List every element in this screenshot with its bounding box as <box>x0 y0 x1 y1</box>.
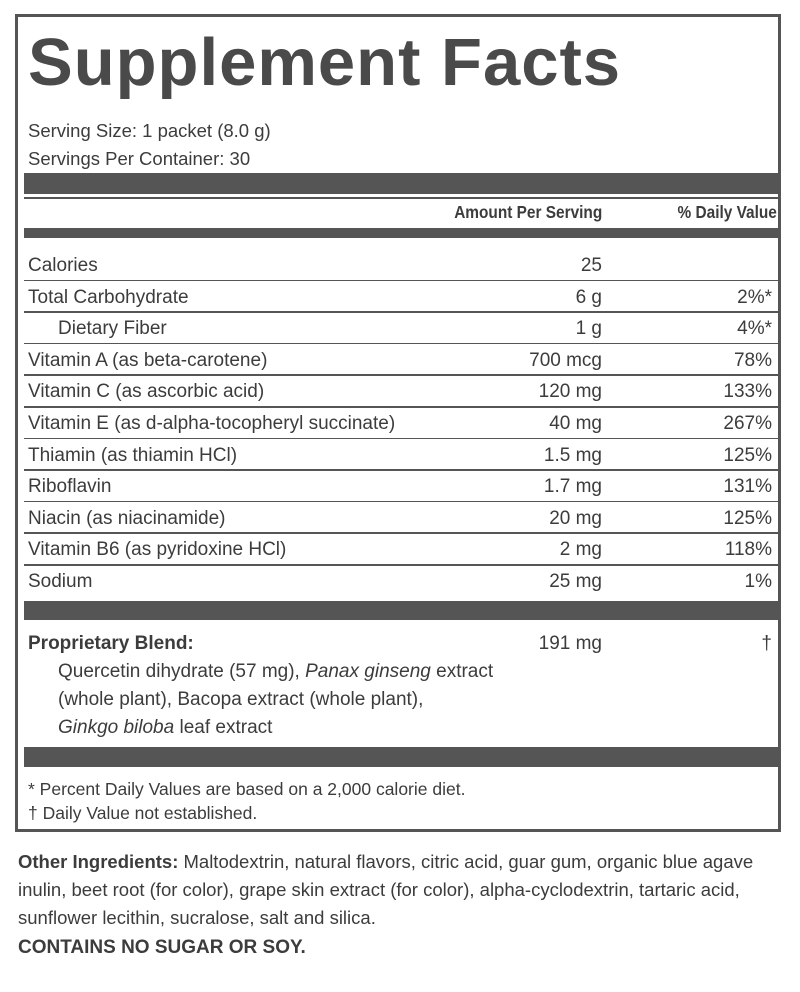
nutrient-row <box>18 375 778 406</box>
dagger-footnote: † Daily Value not established. <box>28 803 258 823</box>
nutrient-daily-value: 2%* <box>737 286 772 308</box>
thick-divider <box>24 173 778 194</box>
nutrient-daily-value: 4%* <box>737 318 772 340</box>
nutrient-daily-value: 267% <box>723 413 772 434</box>
thick-divider <box>24 747 778 767</box>
servings-per-container: Servings Per Container: 30 <box>28 148 251 169</box>
other-ingredients-text: Maltodextrin, natural flavors, citric acid, guar gum, organic blue agave inulin, beet root (for color), grape skin extract (for color), alpha-cyclodextrin, tartaric acid, sunflower lecithin, sucralose, salt and silica. <box>18 851 754 928</box>
nutrient-name: Vitamin B6 (as pyridoxine HCl) <box>28 539 287 561</box>
panel-title: Supplement Facts <box>28 25 622 100</box>
nutrient-daily-value: 131% <box>723 476 772 498</box>
nutrient-amount: 1 g <box>575 318 602 340</box>
amount-per-serving-header: Amount Per Serving <box>453 202 602 222</box>
percent-dv-footnote: * Percent Daily Values are based on a 2,000 calorie diet. <box>28 779 466 799</box>
daily-value-header: % Daily Value <box>677 202 777 222</box>
nutrient-row <box>18 565 778 596</box>
blend-text: extract <box>430 661 494 682</box>
nutrient-name: Dietary Fiber <box>58 318 167 340</box>
blend-text-italic: Panax ginseng <box>305 661 431 682</box>
nutrient-amount: 120 mg <box>538 381 602 403</box>
nutrient-row <box>18 281 778 312</box>
blend-text: Quercetin dihydrate (57 mg), <box>58 661 306 682</box>
nutrient-name: Vitamin C (as ascorbic acid) <box>28 381 265 403</box>
nutrient-amount: 6 g <box>575 286 602 308</box>
proprietary-blend-amount: 191 mg <box>538 633 602 654</box>
contains-statement: CONTAINS NO SUGAR OR SOY. <box>18 937 306 958</box>
nutrient-row <box>18 407 778 438</box>
nutrient-daily-value: 78% <box>733 349 772 371</box>
blend-ingredients-line-2: (whole plant), Bacopa extract (whole plant), <box>58 689 424 710</box>
nutrient-amount: 40 mg <box>549 413 602 434</box>
medium-divider <box>24 228 778 238</box>
nutrient-name: Thiamin (as thiamin HCl) <box>28 444 238 466</box>
nutrient-row <box>18 533 778 564</box>
other-ingredients-label: Other Ingredients: <box>18 851 179 872</box>
supplement-facts-panel <box>15 14 781 832</box>
blend-text: leaf extract <box>174 717 273 738</box>
thick-divider <box>24 601 778 620</box>
nutrient-daily-value: 1% <box>744 571 772 592</box>
nutrient-daily-value: 125% <box>723 444 772 466</box>
nutrient-daily-value: 118% <box>724 539 772 561</box>
serving-size: Serving Size: 1 packet (8.0 g) <box>28 120 271 141</box>
nutrient-name: Riboflavin <box>28 476 112 498</box>
nutrient-amount: 2 mg <box>559 539 602 561</box>
blend-ingredients-line-3 <box>58 718 272 737</box>
nutrient-amount: 1.5 mg <box>543 444 602 466</box>
nutrient-name: Niacin (as niacinamide) <box>28 507 226 529</box>
nutrient-name: Calories <box>28 255 98 276</box>
nutrient-amount: 700 mcg <box>529 349 602 371</box>
thin-divider <box>24 197 778 199</box>
nutrient-amount: 1.7 mg <box>543 476 602 498</box>
nutrient-row <box>18 502 778 533</box>
nutrient-row <box>18 249 778 280</box>
nutrient-name: Total Carbohydrate <box>28 286 189 308</box>
proprietary-blend-title: Proprietary Blend: <box>28 633 194 654</box>
nutrient-name: Sodium <box>28 571 93 592</box>
nutrient-row <box>18 312 778 343</box>
nutrient-amount: 20 mg <box>549 507 602 529</box>
nutrient-amount: 25 mg <box>549 571 602 592</box>
nutrient-daily-value: 125% <box>723 507 772 529</box>
blend-ingredients-line-1 <box>58 662 493 681</box>
nutrient-amount: 25 <box>580 255 602 276</box>
nutrient-name: Vitamin E (as d-alpha-tocopheryl succinate) <box>28 413 396 434</box>
nutrient-row <box>18 344 778 375</box>
blend-text-italic: Ginkgo biloba <box>58 717 175 738</box>
nutrient-row <box>18 470 778 501</box>
nutrient-name: Vitamin A (as beta-carotene) <box>28 349 268 371</box>
proprietary-blend-dv: † <box>761 633 772 654</box>
other-ingredients <box>18 848 788 932</box>
nutrient-daily-value: 133% <box>723 381 772 403</box>
nutrient-row <box>18 439 778 470</box>
